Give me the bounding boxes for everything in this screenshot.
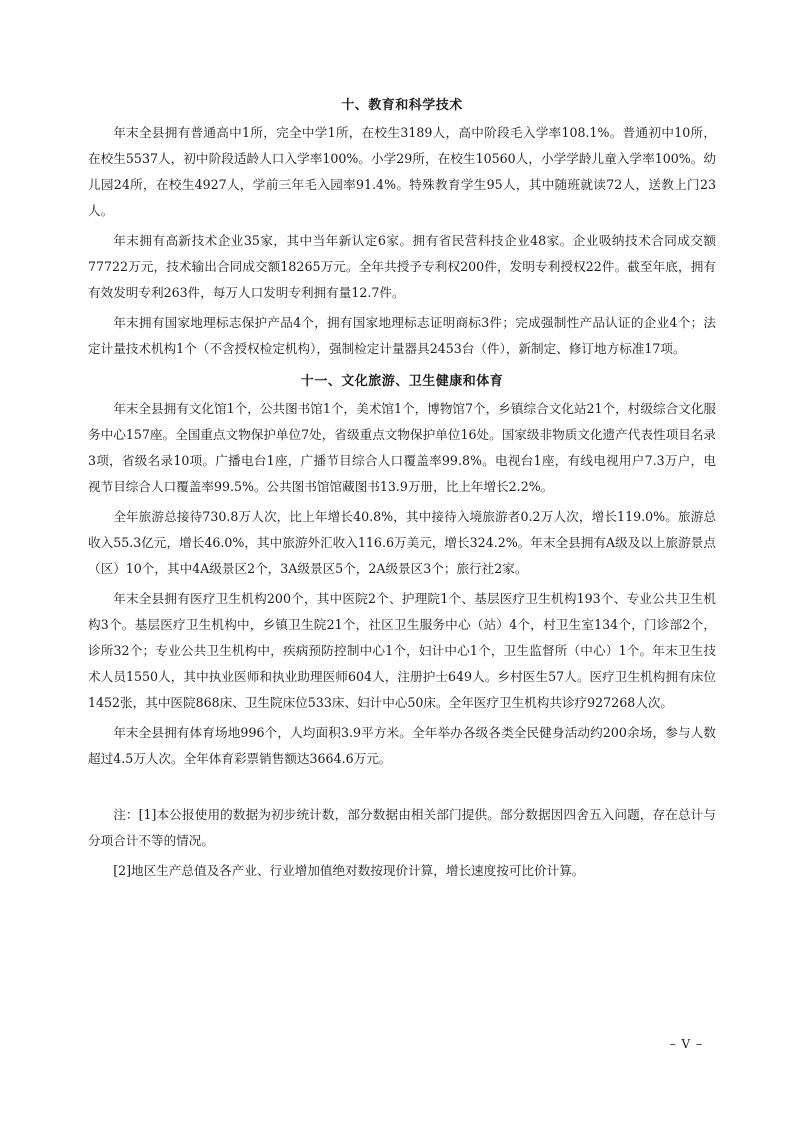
paragraph-standards: 年末拥有国家地理标志保护产品4个，拥有国家地理标志证明商标3件；完成强制性产品认证的企业4个；法定计量技术机构1个（不含授权检定机构），强制检定计量器具2453台（件），新制定、修订地方标准17项。 [88,315,716,356]
paragraph-culture: 年末全县拥有文化馆1个，公共图书馆1个，美术馆1个，博物馆7个，乡镇综合文化站21个，村级综合文化服务中心157座。全国重点文物保护单位7处，省级重点文物保护单位16处。国家级非物质文化遗产代表性项目名录3项，省级名录10项。广播电台1座，广播节目综合人口覆盖率99.8%。电视台1座，有线电视用户7.3万户，电视节目综合人口覆盖率99.5%。公共图书馆馆藏图书13.9万册，比上年增长2.2%。 [88,401,716,494]
paragraph-schools: 年末全县拥有普通高中1所，完全中学1所，在校生3189人，高中阶段毛入学率108.1%。普通初中10所，在校生5537人，初中阶段适龄人口入学率100%。小学29所，在校生10560人，小学学龄儿童入学率100%。幼儿园24所，在校生4927人，学前三年毛入园率91.4%。特殊教育学生95人，其中随班就读72人，送教上门23人。 [88,125,716,218]
footnote-1: 注：[1]本公报使用的数据为初步统计数，部分数据由相关部门提供。部分数据因四舍五入问题，存在总计与分项合计不等的情况。 [88,807,716,848]
footnote-2: [2]地区生产总值及各产业、行业增加值绝对数按现价计算，增长速度按可比价计算。 [113,863,585,878]
footnotes [88,802,716,884]
section-title-education: 十、教育和科学技术 [341,98,463,113]
page-number: – V – [669,1037,703,1051]
section-title-culture-health: 十一、文化旅游、卫生健康和体育 [300,374,504,389]
paragraph-tourism: 全年旅游总接待730.8万人次，比上年增长40.8%，其中接待入境旅游者0.2万人次，增长119.0%。旅游总收入55.3亿元，增长46.0%，其中旅游外汇收入116.6万美元，增长324.2%。年末全县拥有A级及以上旅游景点（区）10个，其中4A级景区2个，3A级景区5个，2A级景区3个；旅行社2家。 [88,509,716,576]
paragraph-healthcare: 年末全县拥有医疗卫生机构200个，其中医院2个、护理院1个、基层医疗卫生机构193个、专业公共卫生机构3个。基层医疗卫生机构中，乡镇卫生院21个，社区卫生服务中心（站）4个，村卫生室134个，门诊部2个，诊所32个；专业公共卫生机构中，疾病预防控制中心1个，妇计中心1个，卫生监督所（中心）1个。年末卫生技术人员1550人，其中执业医师和执业助理医师604人，注册护士649人。乡村医生57人。医疗卫生机构拥有床位1452张，其中医院868床、卫生院床位533床、妇计中心50床。全年医疗卫生机构共诊疗927268人次。 [88,591,716,710]
paragraph-technology: 年末拥有高新技术企业35家，其中当年新认定6家。拥有省民营科技企业48家。企业吸纳技术合同成交额77722万元，技术输出合同成交额18265万元。全年共授予专利权200件，发明专利授权22件。截至年底，拥有有效发明专利263件，每万人口发明专利拥有量12.7件。 [88,233,716,300]
paragraph-sports: 年末全县拥有体育场地996个，人均面积3.9平方米。全年举办各级各类全民健身活动约200余场，参与人数超过4.5万人次。全年体育彩票销售额达3664.6万元。 [88,725,716,766]
document-body [88,96,716,888]
